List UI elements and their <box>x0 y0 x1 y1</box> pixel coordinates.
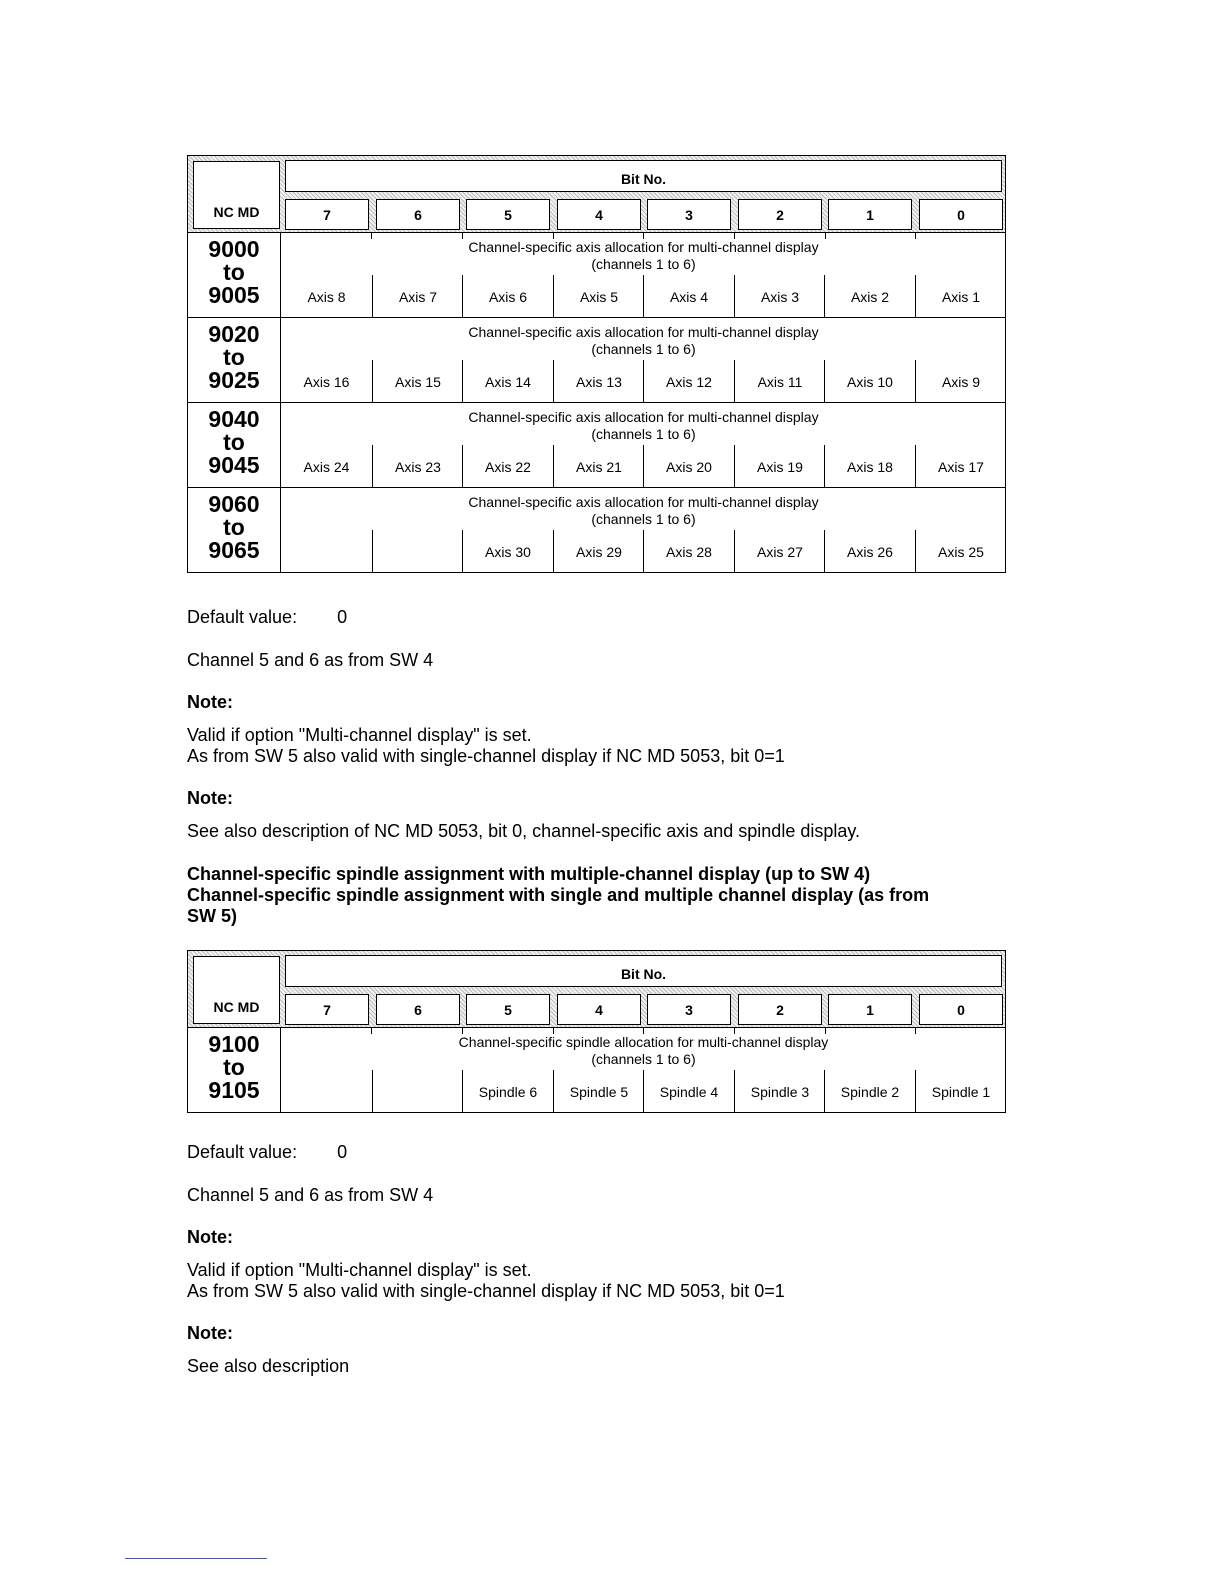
bit-cell: Spindle 6 <box>462 1070 553 1112</box>
bit-cell <box>281 1070 372 1112</box>
bit-cell: Axis 9 <box>915 360 1006 402</box>
bit-cell: Axis 4 <box>643 275 734 317</box>
bit-cell: Axis 5 <box>553 275 644 317</box>
bit-header-7: 7 <box>285 994 369 1025</box>
md-range: 9040 to 9045 <box>188 403 281 487</box>
bit-cell: Axis 22 <box>462 445 553 487</box>
note-text: See also description <box>187 1356 350 1376</box>
md-range: 9100 to 9105 <box>188 1028 281 1112</box>
bit-cell: Axis 6 <box>462 275 553 317</box>
bit-cell: Spindle 4 <box>643 1070 734 1112</box>
note-heading: Note: <box>187 1227 233 1247</box>
nc-md-header: NC MD <box>193 956 280 1024</box>
bit-cell: Spindle 2 <box>824 1070 915 1112</box>
row-description: Channel-specific axis allocation for multi-channel display (channels 1 to 6) <box>468 409 819 442</box>
bit-cell: Axis 25 <box>915 530 1006 572</box>
bit-header-2: 2 <box>738 199 822 230</box>
bit-cell <box>281 530 372 572</box>
bit-cell: Spindle 1 <box>915 1070 1006 1112</box>
table-header <box>187 155 1006 233</box>
section-heading: SW 5) <box>187 906 238 926</box>
bit-header-1: 1 <box>828 199 912 230</box>
row-description: Channel-specific spindle allocation for multi-channel display (channels 1 to 6) <box>458 1034 829 1067</box>
note-text: As from SW 5 also valid with single-channel display if NC MD 5053, bit 0=1 <box>187 746 785 766</box>
bit-header-5: 5 <box>466 994 550 1025</box>
nc-md-header: NC MD <box>193 161 280 229</box>
axis-allocation-table <box>187 155 1006 577</box>
note-text: As from SW 5 also valid with single-channel display if NC MD 5053, bit 0=1 <box>187 1281 785 1301</box>
md-range: 9020 to 9025 <box>188 318 281 402</box>
table-row <box>187 1028 1006 1113</box>
bit-header-5: 5 <box>466 199 550 230</box>
bit-cell: Spindle 5 <box>553 1070 644 1112</box>
bit-cell: Axis 26 <box>824 530 915 572</box>
table-row <box>187 233 1006 318</box>
default-value-line: Default value: 0 <box>187 1142 348 1162</box>
bit-cell: Axis 27 <box>734 530 825 572</box>
bit-cell: Axis 7 <box>372 275 463 317</box>
bit-cell: Axis 11 <box>734 360 825 402</box>
bit-cell: Axis 17 <box>915 445 1006 487</box>
default-value-line: Default value: 0 <box>187 607 348 627</box>
bit-cell: Axis 2 <box>824 275 915 317</box>
bit-cell: Axis 15 <box>372 360 463 402</box>
note-heading: Note: <box>187 1323 233 1343</box>
bit-cell: Axis 3 <box>734 275 825 317</box>
spindle-allocation-table <box>187 950 1006 1116</box>
bit-header-1: 1 <box>828 994 912 1025</box>
row-description: Channel-specific axis allocation for multi-channel display (channels 1 to 6) <box>468 494 819 527</box>
bit-cell <box>372 1070 463 1112</box>
md-range: 9000 to 9005 <box>188 233 281 317</box>
bit-header-2: 2 <box>738 994 822 1025</box>
footer-rule <box>125 1558 267 1559</box>
bit-cell: Axis 8 <box>307 289 346 305</box>
channel-note: Channel 5 and 6 as from SW 4 <box>187 1185 434 1205</box>
bit-no-header: Bit No. <box>285 160 1002 192</box>
bit-cell: Axis 29 <box>553 530 644 572</box>
bit-cell: Axis 18 <box>824 445 915 487</box>
note-text: Valid if option "Multi-channel display" is set. <box>187 725 532 745</box>
table-header <box>187 950 1006 1028</box>
bit-cell: Axis 21 <box>553 445 644 487</box>
section-heading: Channel-specific spindle assignment with multiple-channel display (up to SW 4) <box>187 864 871 884</box>
bit-cell: Axis 20 <box>643 445 734 487</box>
bit-header-3: 3 <box>647 994 731 1025</box>
channel-note: Channel 5 and 6 as from SW 4 <box>187 650 434 670</box>
bit-cell: Axis 30 <box>462 530 553 572</box>
md-range: 9060 to 9065 <box>188 488 281 572</box>
note-text: Valid if option "Multi-channel display" is set. <box>187 1260 532 1280</box>
table-row <box>187 488 1006 573</box>
bit-cell: Axis 10 <box>824 360 915 402</box>
table-row <box>187 403 1006 488</box>
bit-header-7: 7 <box>285 199 369 230</box>
row-description: Channel-specific axis allocation for multi-channel display (channels 1 to 6) <box>468 324 819 357</box>
bit-header-4: 4 <box>557 199 641 230</box>
bit-cell: Axis 12 <box>643 360 734 402</box>
note-heading: Note: <box>187 692 233 712</box>
bit-cell: Axis 23 <box>372 445 463 487</box>
bit-cell <box>372 530 463 572</box>
bit-header-0: 0 <box>919 994 1003 1025</box>
bit-header-0: 0 <box>919 199 1003 230</box>
bit-cell: Axis 13 <box>553 360 644 402</box>
bit-cell: Axis 14 <box>462 360 553 402</box>
note-text: See also description of NC MD 5053, bit 0, channel-specific axis and spindle display. <box>187 821 861 841</box>
row-description: Channel-specific axis allocation for multi-channel display (channels 1 to 6) <box>468 239 819 272</box>
bit-header-3: 3 <box>647 199 731 230</box>
note-heading: Note: <box>187 788 233 808</box>
bit-header-6: 6 <box>376 199 460 230</box>
bit-header-4: 4 <box>557 994 641 1025</box>
bit-cell: Axis 28 <box>643 530 734 572</box>
bit-cell: Spindle 3 <box>734 1070 825 1112</box>
bit-cell: Axis 1 <box>915 275 1006 317</box>
bit-cell: Axis 19 <box>734 445 825 487</box>
bit-no-header: Bit No. <box>285 955 1002 987</box>
bit-cell: Axis 24 <box>303 459 350 475</box>
bit-cell: Axis 16 <box>303 374 350 390</box>
bit-header-6: 6 <box>376 994 460 1025</box>
table-row <box>187 318 1006 403</box>
section-heading: Channel-specific spindle assignment with single and multiple channel display (as from <box>187 885 930 905</box>
